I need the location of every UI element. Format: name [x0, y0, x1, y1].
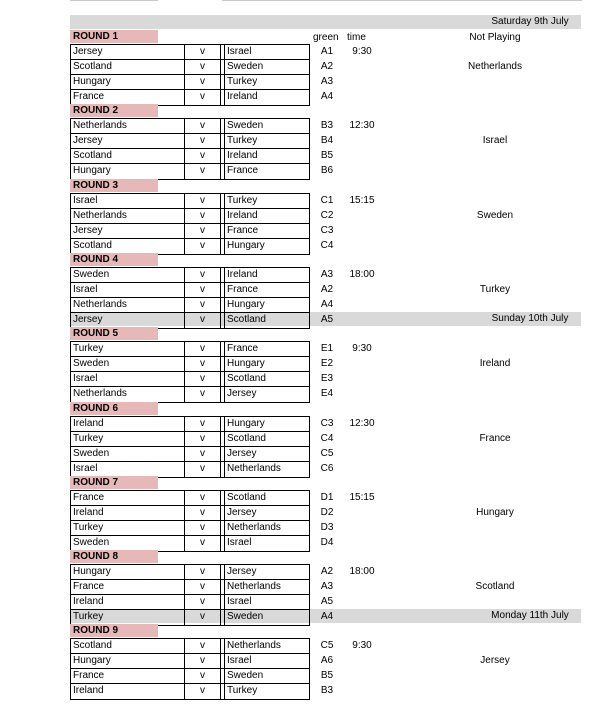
green-code: C1 — [320, 194, 334, 206]
match-row — [71, 565, 309, 580]
versus-label: v — [185, 45, 221, 59]
green-code: D3 — [320, 521, 334, 533]
away-team: France — [227, 224, 259, 236]
match-row — [71, 90, 309, 105]
green-code: E1 — [320, 343, 334, 355]
green-code: C6 — [320, 462, 334, 474]
versus-label: v — [185, 387, 221, 402]
versus-label: v — [185, 639, 221, 653]
home-team: Turkey — [71, 521, 185, 535]
not-playing-header: Not Playing — [469, 32, 521, 43]
away-team: Turkey — [227, 194, 258, 206]
home-team: Jersey — [71, 45, 185, 59]
green-code: B3 — [320, 120, 334, 132]
home-team: Scotland — [71, 239, 185, 254]
green-code: D1 — [320, 491, 334, 503]
away-team: Israel — [227, 46, 252, 57]
versus-label: v — [185, 521, 221, 535]
versus-label: v — [185, 506, 221, 520]
green-code: D2 — [320, 506, 334, 518]
match-row — [71, 462, 309, 477]
versus-label: v — [185, 313, 221, 328]
away-team: Ireland — [227, 91, 258, 102]
round-time: 12:30 — [349, 120, 375, 132]
match-row — [71, 357, 309, 372]
away-team: Turkey — [227, 135, 258, 147]
away-team: France — [227, 165, 259, 177]
away-team: Ireland — [227, 209, 258, 221]
match-row — [71, 298, 309, 313]
match-row — [71, 119, 309, 134]
not-playing-team: Jersey — [480, 655, 510, 667]
match-row — [71, 536, 309, 551]
match-row — [71, 521, 309, 536]
round-label: ROUND 4 — [70, 253, 158, 266]
match-table — [70, 267, 310, 329]
home-team: Israel — [71, 283, 185, 297]
match-table — [70, 490, 310, 552]
green-code: A3 — [320, 581, 334, 593]
versus-label: v — [185, 654, 221, 668]
match-row — [71, 491, 309, 506]
match-row — [71, 209, 309, 224]
away-team: France — [227, 283, 259, 295]
round-time: 15:15 — [349, 194, 375, 206]
not-playing-team: Israel — [482, 135, 508, 147]
versus-label: v — [185, 491, 221, 505]
home-team: Sweden — [71, 447, 185, 461]
home-team: Israel — [71, 462, 185, 477]
match-row — [71, 224, 309, 239]
green-code: E3 — [320, 373, 334, 385]
away-team: Hungary — [227, 358, 265, 370]
match-row — [71, 669, 309, 684]
match-row — [71, 194, 309, 209]
away-team: Sweden — [227, 120, 264, 132]
top-divider — [222, 0, 582, 1]
versus-label: v — [185, 462, 221, 477]
match-row — [71, 610, 309, 625]
day-label: Sunday 10th July — [491, 313, 569, 325]
green-code: B6 — [320, 165, 334, 177]
round-time: 9:30 — [352, 46, 372, 57]
round-time: 9:30 — [352, 343, 372, 355]
versus-label: v — [185, 684, 221, 699]
versus-label: v — [185, 134, 221, 148]
not-playing-team: Scotland — [475, 581, 515, 593]
away-team: Israel — [227, 596, 252, 608]
green-column-header: green — [313, 32, 339, 43]
match-row — [71, 654, 309, 669]
versus-label: v — [185, 90, 221, 105]
green-code: B5 — [320, 150, 334, 162]
match-row — [71, 268, 309, 283]
away-team: Scotland — [227, 313, 266, 325]
match-row — [71, 342, 309, 357]
home-team: Sweden — [71, 268, 185, 282]
match-row — [71, 283, 309, 298]
home-team: Jersey — [71, 224, 185, 238]
match-row — [71, 75, 309, 90]
not-playing-team: Turkey — [479, 283, 511, 295]
home-team: Netherlands — [71, 298, 185, 312]
match-row — [71, 417, 309, 432]
green-code: C3 — [320, 417, 334, 429]
away-team: Netherlands — [227, 462, 281, 474]
green-code: A6 — [320, 655, 334, 667]
round-label: ROUND 8 — [70, 550, 158, 563]
match-table — [70, 44, 310, 106]
round-label: ROUND 2 — [70, 104, 158, 117]
match-row — [71, 387, 309, 402]
green-code: A2 — [320, 61, 334, 72]
away-team: Ireland — [227, 268, 258, 280]
match-row — [71, 134, 309, 149]
versus-label: v — [185, 342, 221, 356]
home-team: Ireland — [71, 684, 185, 699]
match-table — [70, 416, 310, 478]
green-code: B5 — [320, 670, 334, 682]
versus-label: v — [185, 610, 221, 625]
versus-label: v — [185, 60, 221, 74]
round-time: 12:30 — [349, 417, 375, 429]
home-team: France — [71, 580, 185, 594]
home-team: Israel — [71, 372, 185, 386]
not-playing-team: Sweden — [476, 209, 514, 221]
home-team: Hungary — [71, 75, 185, 89]
home-team: Ireland — [71, 595, 185, 609]
versus-label: v — [185, 565, 221, 579]
versus-label: v — [185, 283, 221, 297]
match-row — [71, 506, 309, 521]
away-team: Scotland — [227, 432, 266, 444]
not-playing-team: Ireland — [479, 358, 511, 370]
day-label: Saturday 9th July — [491, 16, 569, 27]
home-team: Jersey — [71, 313, 185, 328]
match-row — [71, 580, 309, 595]
green-code: C4 — [320, 432, 334, 444]
round-label: ROUND 5 — [70, 327, 158, 340]
home-team: France — [71, 90, 185, 105]
versus-label: v — [185, 595, 221, 609]
versus-label: v — [185, 372, 221, 386]
home-team: Jersey — [71, 134, 185, 148]
away-team: Jersey — [227, 447, 257, 459]
not-playing-team: Netherlands — [468, 61, 522, 72]
versus-label: v — [185, 669, 221, 683]
home-team: France — [71, 669, 185, 683]
away-team: Scotland — [227, 491, 266, 503]
match-row — [71, 432, 309, 447]
away-team: Netherlands — [227, 521, 281, 533]
versus-label: v — [185, 75, 221, 89]
away-team: Turkey — [227, 76, 258, 87]
match-table — [70, 341, 310, 403]
round-time: 18:00 — [349, 566, 375, 578]
away-team: Jersey — [227, 388, 257, 400]
match-row — [71, 372, 309, 387]
round-time: 18:00 — [349, 268, 375, 280]
match-row — [71, 595, 309, 610]
away-team: Israel — [227, 655, 252, 667]
round-label: ROUND 9 — [70, 624, 158, 637]
green-code: D4 — [320, 536, 334, 548]
away-team: Ireland — [227, 150, 258, 162]
home-team: Sweden — [71, 357, 185, 371]
match-table — [70, 564, 310, 626]
green-code: C3 — [320, 224, 334, 236]
match-table — [70, 638, 310, 700]
match-row — [71, 639, 309, 654]
away-team: Israel — [227, 536, 252, 548]
home-team: Israel — [71, 194, 185, 208]
versus-label: v — [185, 119, 221, 133]
home-team: Hungary — [71, 654, 185, 668]
versus-label: v — [185, 164, 221, 179]
match-row — [71, 164, 309, 179]
away-team: Jersey — [227, 566, 257, 578]
versus-label: v — [185, 239, 221, 254]
match-row — [71, 60, 309, 75]
match-table — [70, 193, 310, 255]
away-team: Netherlands — [227, 640, 281, 652]
versus-label: v — [185, 298, 221, 312]
versus-label: v — [185, 357, 221, 371]
green-code: C4 — [320, 239, 334, 251]
home-team: Hungary — [71, 565, 185, 579]
match-row — [71, 447, 309, 462]
day-label: Monday 11th July — [491, 610, 569, 622]
round-label: ROUND 6 — [70, 402, 158, 415]
away-team: Sweden — [227, 61, 264, 72]
not-playing-team: Hungary — [476, 506, 514, 518]
home-team: Netherlands — [71, 387, 185, 402]
green-code: B3 — [320, 685, 334, 697]
versus-label: v — [185, 417, 221, 431]
green-code: C5 — [320, 447, 334, 459]
home-team: Scotland — [71, 149, 185, 163]
match-row — [71, 45, 309, 60]
green-code: A3 — [320, 76, 334, 87]
home-team: Turkey — [71, 342, 185, 356]
round-label: ROUND 3 — [70, 179, 158, 192]
versus-label: v — [185, 536, 221, 551]
round-label: ROUND 1 — [70, 30, 158, 43]
green-code: A5 — [320, 596, 334, 608]
away-team: Scotland — [227, 373, 266, 385]
day-band — [70, 15, 581, 29]
match-table — [70, 118, 310, 180]
versus-label: v — [185, 432, 221, 446]
green-code: A2 — [320, 283, 334, 295]
green-code: C2 — [320, 209, 334, 221]
green-code: B4 — [320, 135, 334, 147]
home-team: France — [71, 491, 185, 505]
green-code: C5 — [320, 640, 334, 652]
green-code: E2 — [320, 358, 334, 370]
time-column-header: time — [347, 32, 366, 43]
home-team: Sweden — [71, 536, 185, 551]
top-divider — [70, 0, 158, 1]
home-team: Ireland — [71, 506, 185, 520]
versus-label: v — [185, 447, 221, 461]
round-time: 15:15 — [349, 491, 375, 503]
home-team: Hungary — [71, 164, 185, 179]
versus-label: v — [185, 224, 221, 238]
not-playing-team: France — [479, 432, 511, 444]
home-team: Turkey — [71, 432, 185, 446]
green-code: A1 — [320, 46, 334, 57]
match-row — [71, 313, 309, 328]
away-team: Hungary — [227, 239, 265, 251]
away-team: Netherlands — [227, 581, 281, 593]
round-label: ROUND 7 — [70, 476, 158, 489]
green-code: A4 — [320, 611, 334, 623]
away-team: Turkey — [227, 685, 258, 697]
home-team: Scotland — [71, 639, 185, 653]
green-code: A4 — [320, 91, 334, 102]
match-row — [71, 239, 309, 254]
away-team: Hungary — [227, 298, 265, 310]
away-team: Hungary — [227, 417, 265, 429]
away-team: France — [227, 343, 259, 355]
round-time: 9:30 — [352, 640, 372, 652]
versus-label: v — [185, 149, 221, 163]
match-row — [71, 684, 309, 699]
green-code: A4 — [320, 298, 334, 310]
versus-label: v — [185, 194, 221, 208]
home-team: Netherlands — [71, 209, 185, 223]
versus-label: v — [185, 580, 221, 594]
green-code: A3 — [320, 268, 334, 280]
home-team: Scotland — [71, 60, 185, 74]
versus-label: v — [185, 268, 221, 282]
home-team: Ireland — [71, 417, 185, 431]
match-row — [71, 149, 309, 164]
green-code: E4 — [320, 388, 334, 400]
home-team: Turkey — [71, 610, 185, 625]
versus-label: v — [185, 209, 221, 223]
home-team: Netherlands — [71, 119, 185, 133]
away-team: Sweden — [227, 611, 264, 623]
away-team: Sweden — [227, 670, 264, 682]
green-code: A2 — [320, 566, 334, 578]
away-team: Jersey — [227, 506, 257, 518]
green-code: A5 — [320, 313, 334, 325]
